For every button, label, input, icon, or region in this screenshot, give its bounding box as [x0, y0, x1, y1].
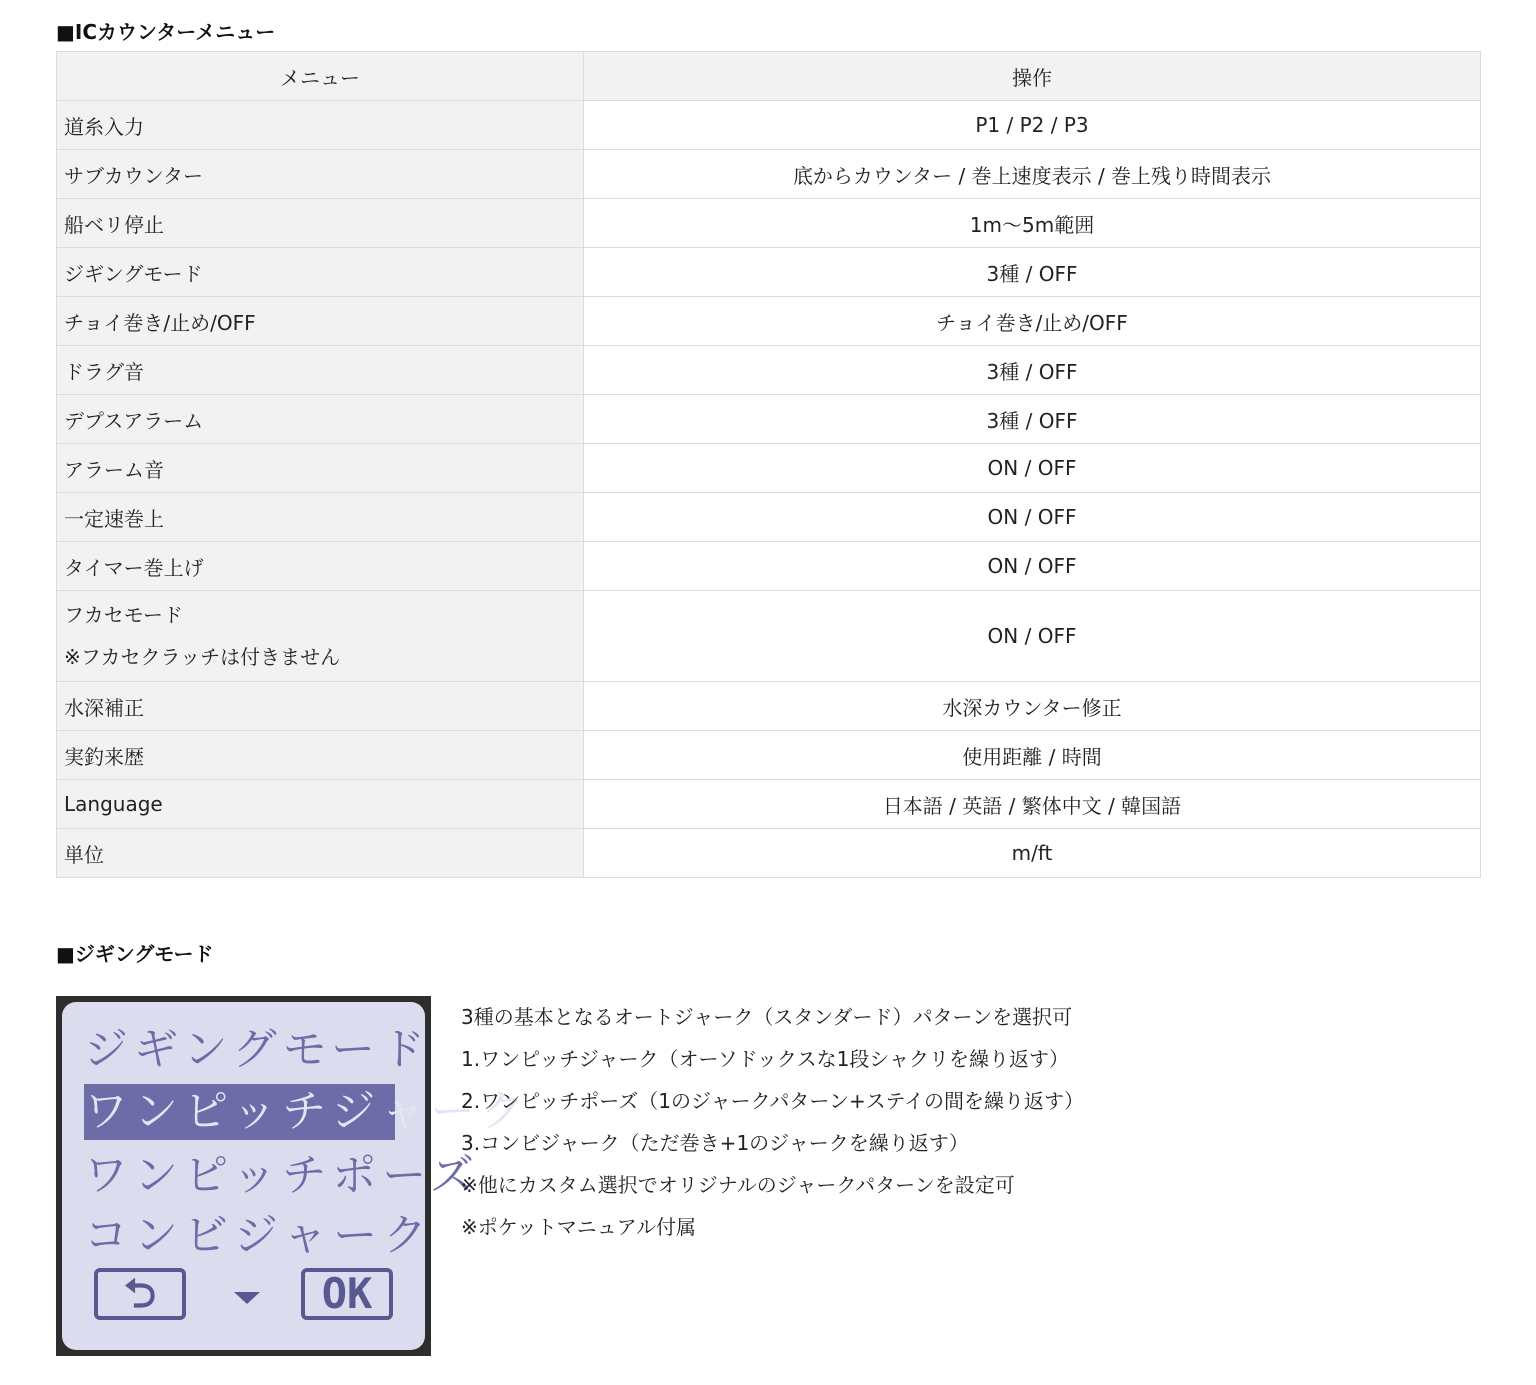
- menu-cell: 一定速巻上: [57, 493, 584, 542]
- operation-cell: 3種 / OFF: [584, 395, 1481, 444]
- table-row: [57, 248, 1481, 297]
- table-row: [57, 542, 1481, 591]
- table-row: [57, 731, 1481, 780]
- operation-cell: m/ft: [584, 829, 1481, 878]
- table-row: [57, 150, 1481, 199]
- operation-cell: 3種 / OFF: [584, 346, 1481, 395]
- operation-cell: P1 / P2 / P3: [584, 101, 1481, 150]
- lcd-screen-image: [56, 996, 531, 1356]
- menu-note: ※フカセクラッチは付きません: [64, 645, 341, 669]
- section-title-ic-counter-menu: ■ICカウンターメニュー: [56, 20, 276, 44]
- lcd-line: コンビジャーク: [84, 1210, 434, 1261]
- table-row: [57, 682, 1481, 731]
- description-line: 1.ワンピッチジャーク（オーソドックスな1段シャクリを繰り返す）: [461, 1047, 1070, 1071]
- table-row: [57, 591, 1481, 682]
- lcd-back-icon: ⮌: [94, 1268, 186, 1320]
- menu-cell: 実釣来歴: [57, 731, 584, 780]
- table-row: [57, 395, 1481, 444]
- menu-cell: 単位: [57, 829, 584, 878]
- lcd-down-arrow-icon: [234, 1292, 260, 1304]
- menu-cell: 水深補正: [57, 682, 584, 731]
- description-line: ※他にカスタム選択でオリジナルのジャークパターンを設定可: [461, 1173, 1015, 1197]
- operation-cell: 水深カウンター修正: [584, 682, 1481, 731]
- lcd-line-selected: ワンピッチジャーク: [84, 1084, 395, 1140]
- lcd-line: ワンピッチポーズ: [84, 1150, 481, 1201]
- table-row: [57, 780, 1481, 829]
- table-row: [57, 444, 1481, 493]
- operation-cell: ON / OFF: [584, 493, 1481, 542]
- menu-cell: 道糸入力: [57, 101, 584, 150]
- table-row: [57, 493, 1481, 542]
- operation-cell: 3種 / OFF: [584, 248, 1481, 297]
- menu-cell: 船ベリ停止: [57, 199, 584, 248]
- jigging-mode-description: [461, 996, 1084, 1248]
- table-row: [57, 346, 1481, 395]
- menu-cell: チョイ巻き/止め/OFF: [57, 297, 584, 346]
- table-row: [57, 297, 1481, 346]
- table-row: [57, 101, 1481, 150]
- menu-label: フカセモード: [64, 603, 183, 627]
- operation-cell: 使用距離 / 時間: [584, 731, 1481, 780]
- menu-cell: デプスアラーム: [57, 395, 584, 444]
- operation-cell: 底からカウンター / 巻上速度表示 / 巻上残り時間表示: [584, 150, 1481, 199]
- header-operation: 操作: [584, 52, 1481, 101]
- description-line: ※ポケットマニュアル付属: [461, 1215, 696, 1239]
- table-row: [57, 829, 1481, 878]
- table-header-row: [57, 52, 1481, 101]
- operation-cell: ON / OFF: [584, 591, 1481, 682]
- operation-cell: ON / OFF: [584, 542, 1481, 591]
- description-line: 2.ワンピッチポーズ（1のジャークパターン+ステイの間を繰り返す）: [461, 1089, 1084, 1113]
- operation-cell: ON / OFF: [584, 444, 1481, 493]
- operation-cell: 日本語 / 英語 / 繁体中文 / 韓国語: [584, 780, 1481, 829]
- operation-cell: チョイ巻き/止め/OFF: [584, 297, 1481, 346]
- lcd-ok-icon: OK: [301, 1268, 393, 1320]
- menu-cell: Language: [57, 780, 584, 829]
- operation-cell: 1m〜5m範囲: [584, 199, 1481, 248]
- menu-cell: アラーム音: [57, 444, 584, 493]
- menu-cell: タイマー巻上げ: [57, 542, 584, 591]
- menu-cell: ドラグ音: [57, 346, 584, 395]
- ic-counter-menu-table: [56, 51, 1481, 878]
- description-line: 3種の基本となるオートジャーク（スタンダード）パターンを選択可: [461, 1005, 1073, 1029]
- table-row: [57, 199, 1481, 248]
- header-menu: メニュー: [57, 52, 584, 101]
- lcd-line-title: ジギングモード: [84, 1024, 431, 1075]
- menu-cell: [57, 591, 584, 682]
- description-line: 3.コンビジャーク（ただ巻き+1のジャークを繰り返す）: [461, 1131, 969, 1155]
- lcd-footer: [94, 1268, 393, 1324]
- lcd-display: [62, 1002, 531, 1350]
- menu-cell: サブカウンター: [57, 150, 584, 199]
- section-title-jigging-mode: ■ジギングモード: [56, 942, 214, 966]
- menu-cell: ジギングモード: [57, 248, 584, 297]
